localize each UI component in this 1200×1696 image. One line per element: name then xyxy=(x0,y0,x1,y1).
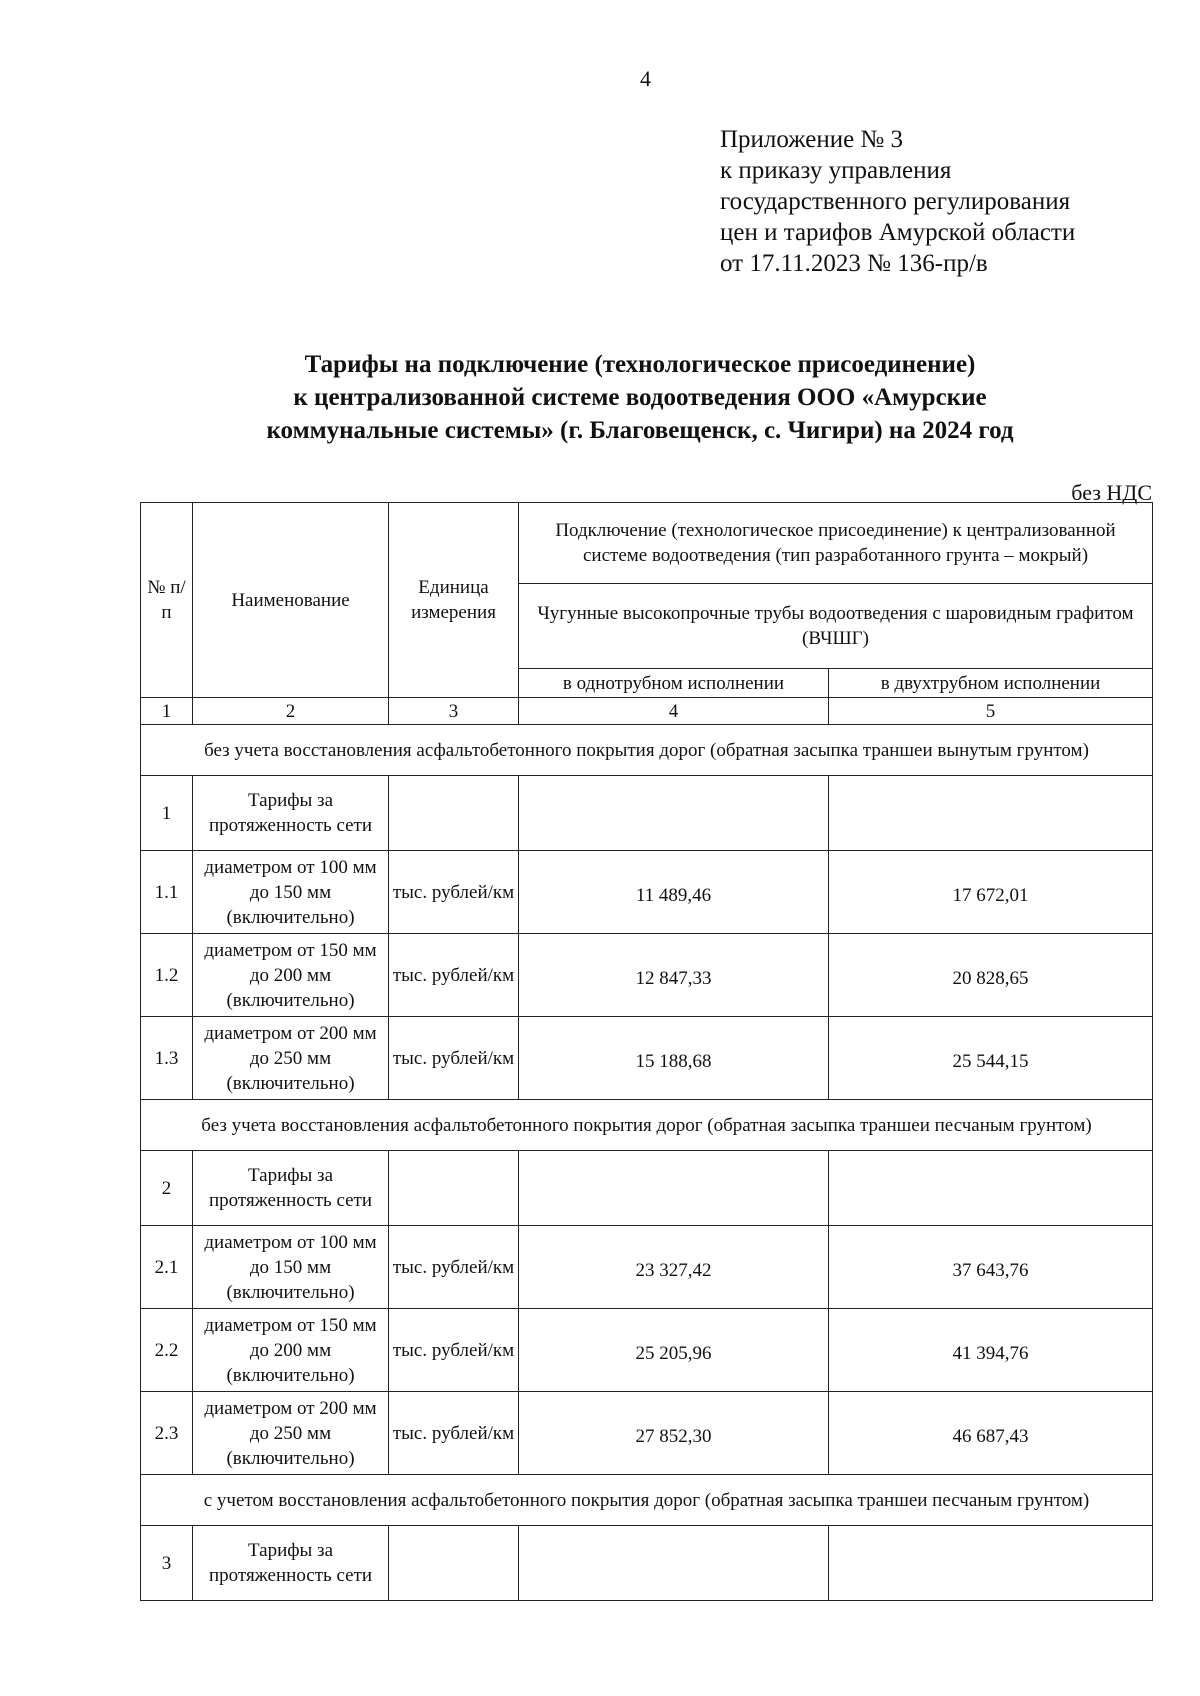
appendix-line: к приказу управления xyxy=(720,157,952,184)
group-num: 3 xyxy=(141,1526,193,1601)
row-num: 1.2 xyxy=(141,934,193,1017)
tariff-table xyxy=(140,502,1153,1601)
row-double-value: 20 828,65 xyxy=(829,934,1153,1017)
header-pipe-type: Чугунные высокопрочные трубы водоотведения с шаровидным графитом (ВЧШГ) xyxy=(519,584,1153,669)
empty-cell xyxy=(389,1151,519,1226)
row-unit: тыс. рублей/км xyxy=(389,1392,519,1475)
document-title xyxy=(200,348,1080,447)
column-number: 5 xyxy=(829,698,1153,725)
empty-cell xyxy=(389,776,519,851)
row-name: диаметром от 100 мм до 150 мм (включительно) xyxy=(193,1226,389,1309)
appendix-line: государственного регулирования xyxy=(720,188,1071,215)
appendix-block xyxy=(720,124,1075,279)
row-double-value: 46 687,43 xyxy=(829,1392,1153,1475)
column-number: 2 xyxy=(193,698,389,725)
row-single-value: 23 327,42 xyxy=(519,1226,829,1309)
header-double: в двухтрубном исполнении xyxy=(829,669,1153,698)
row-single-value: 15 188,68 xyxy=(519,1017,829,1100)
appendix-line: от 17.11.2023 № 136-пр/в xyxy=(720,250,988,277)
title-line: к централизованной системе водоотведения ООО «Амурские xyxy=(293,384,987,411)
row-num: 2.1 xyxy=(141,1226,193,1309)
header-single: в однотрубном исполнении xyxy=(519,669,829,698)
group-name: Тарифы за протяженность сети xyxy=(193,1526,389,1601)
row-num: 1.1 xyxy=(141,851,193,934)
column-number: 4 xyxy=(519,698,829,725)
section-heading: без учета восстановления асфальтобетонного покрытия дорог (обратная засыпка траншеи вынутым грунтом) xyxy=(141,725,1153,776)
section-heading: без учета восстановления асфальтобетонного покрытия дорог (обратная засыпка траншеи песчаным грунтом) xyxy=(141,1100,1153,1151)
row-name: диаметром от 100 мм до 150 мм (включительно) xyxy=(193,851,389,934)
row-unit: тыс. рублей/км xyxy=(389,1226,519,1309)
header-num: № п/п xyxy=(141,503,193,698)
row-name: диаметром от 150 мм до 200 мм (включительно) xyxy=(193,1309,389,1392)
row-double-value: 41 394,76 xyxy=(829,1309,1153,1392)
row-num: 2.2 xyxy=(141,1309,193,1392)
row-single-value: 25 205,96 xyxy=(519,1309,829,1392)
group-name: Тарифы за протяженность сети xyxy=(193,1151,389,1226)
row-double-value: 37 643,76 xyxy=(829,1226,1153,1309)
row-single-value: 27 852,30 xyxy=(519,1392,829,1475)
row-unit: тыс. рублей/км xyxy=(389,1017,519,1100)
vat-note: без НДС xyxy=(1071,480,1152,505)
column-number: 1 xyxy=(141,698,193,725)
empty-cell xyxy=(829,1151,1153,1226)
appendix-line: цен и тарифов Амурской области xyxy=(720,219,1076,246)
header-name: Наименование xyxy=(193,503,389,698)
empty-cell xyxy=(829,776,1153,851)
page-number: 4 xyxy=(640,66,651,91)
row-num: 1.3 xyxy=(141,1017,193,1100)
row-unit: тыс. рублей/км xyxy=(389,851,519,934)
section-heading: с учетом восстановления асфальтобетонного покрытия дорог (обратная засыпка траншеи песчаным грунтом) xyxy=(141,1475,1153,1526)
row-num: 2.3 xyxy=(141,1392,193,1475)
row-single-value: 11 489,46 xyxy=(519,851,829,934)
title-line: Тарифы на подключение (технологическое присоединение) xyxy=(304,351,976,378)
row-double-value: 17 672,01 xyxy=(829,851,1153,934)
empty-cell xyxy=(519,1526,829,1601)
group-num: 2 xyxy=(141,1151,193,1226)
row-unit: тыс. рублей/км xyxy=(389,1309,519,1392)
group-num: 1 xyxy=(141,776,193,851)
empty-cell xyxy=(829,1526,1153,1601)
row-name: диаметром от 200 мм до 250 мм (включительно) xyxy=(193,1017,389,1100)
empty-cell xyxy=(389,1526,519,1601)
header-unit: Единица измерения xyxy=(389,503,519,698)
row-name: диаметром от 150 мм до 200 мм (включительно) xyxy=(193,934,389,1017)
group-name: Тарифы за протяженность сети xyxy=(193,776,389,851)
row-double-value: 25 544,15 xyxy=(829,1017,1153,1100)
column-number: 3 xyxy=(389,698,519,725)
header-connection: Подключение (технологическое присоединение) к централизованной системе водоотведения (тип разработанного грунта – мокрый) xyxy=(519,503,1153,584)
row-single-value: 12 847,33 xyxy=(519,934,829,1017)
row-name: диаметром от 200 мм до 250 мм (включительно) xyxy=(193,1392,389,1475)
empty-cell xyxy=(519,776,829,851)
appendix-line: Приложение № 3 xyxy=(720,126,904,153)
row-unit: тыс. рублей/км xyxy=(389,934,519,1017)
title-line: коммунальные системы» (г. Благовещенск, с. Чигири) на 2024 год xyxy=(266,417,1014,444)
empty-cell xyxy=(519,1151,829,1226)
